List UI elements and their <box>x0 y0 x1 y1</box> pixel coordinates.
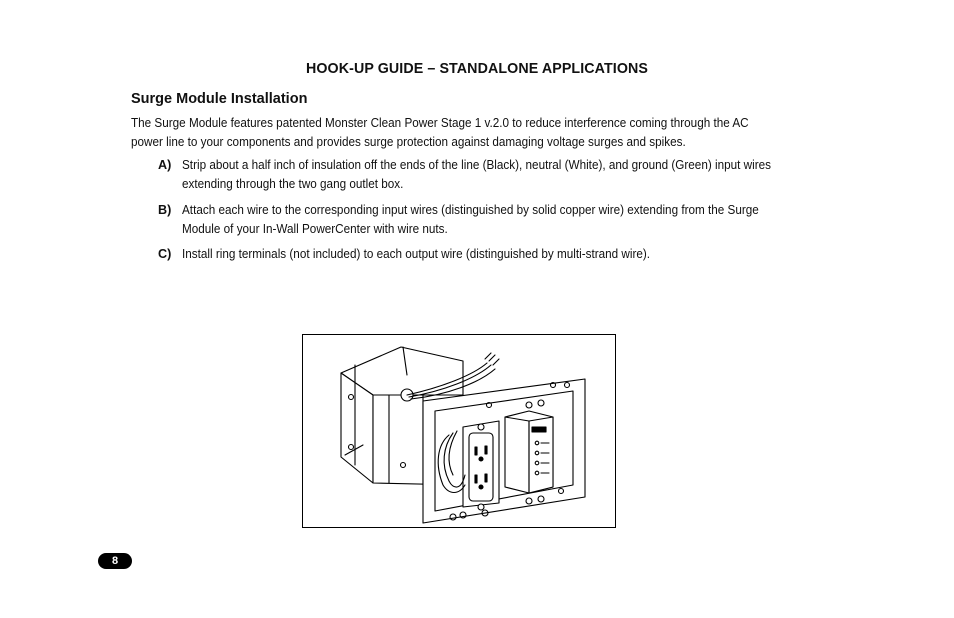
step-b-letter: B) <box>158 203 172 217</box>
page-number: 8 <box>98 553 132 569</box>
step-a-text: Strip about a half inch of insulation off the ends of the line (Black), neutral (White), and ground (Green) input wires extending through the two gang outlet box. <box>182 158 771 191</box>
step-c-text: Install ring terminals (not included) to each output wire (distinguished by multi-strand wire). <box>182 247 651 261</box>
surge-module-drawing <box>505 400 553 504</box>
mounting-plate-drawing <box>423 379 585 523</box>
step-b-text: Attach each wire to the corresponding input wires (distinguished by solid copper wire) extending from the Surge Module of your In-Wall PowerCenter with wire nuts. <box>182 203 759 236</box>
step-c-letter: C) <box>158 247 172 261</box>
intro-paragraph: The Surge Module features patented Monster Clean Power Stage 1 v.2.0 to reduce interference coming through the AC power line to your components and provides surge protection against damaging voltage surges and spikes. <box>131 116 749 149</box>
page-title: HOOK-UP GUIDE – STANDALONE APPLICATIONS <box>305 60 649 77</box>
section-title: Surge Module Installation <box>131 91 308 107</box>
step-a-letter: A) <box>158 158 172 172</box>
installation-illustration <box>302 334 616 528</box>
